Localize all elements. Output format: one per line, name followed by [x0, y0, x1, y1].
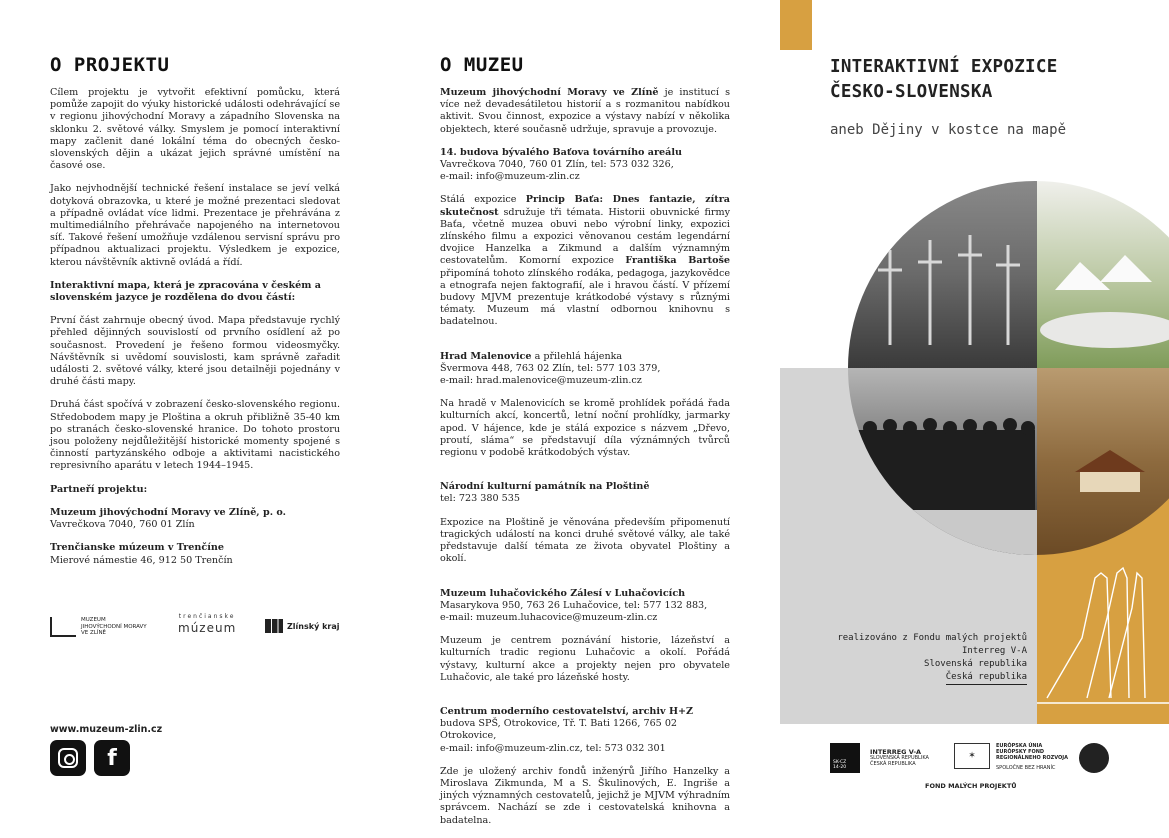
fmp-label: FOND MALÝCH PROJEKTŮ [925, 782, 1017, 790]
email: e-mail: hrad.malenovice@muzeum-zlin.cz [440, 375, 642, 387]
logo-line: EURÓPSKA ÚNIA [996, 743, 1043, 749]
paragraph: Na hradě v Malenovicích se kromě prohlídek pořádá řada kulturních akcí, koncertů, letní noční prohlídky, jarmarky apod. V hájence, kde je stálá expozice s názvem „Dřevo, proutí, sláma“ se představují díla význámných tvůrců regionu v podobě krátkodobých výstav. [440, 398, 730, 459]
partner-address: Mierové námestie 46, 912 50 Trenčín [50, 554, 233, 566]
zlinsky-kraj-icon [265, 619, 283, 633]
logo-line: JIHOVÝCHODNÍ MORAVY [81, 623, 147, 630]
subheading: Interaktivní mapa, která je zpracována v českém a slovenském jazyce je rozdělena do dvou částí: [50, 279, 321, 304]
partners-label: Partneří projektu: [50, 483, 148, 495]
partner-address: Vavrečkova 7040, 760 01 Zlín [50, 519, 195, 531]
paragraph: Expozice na Ploštině je věnována především připomenutí tragických událostí na konci druhé světové války, ale také představuje další témata ze života obyvatel Ploštiny a okolí. [440, 516, 730, 565]
address: Vavrečkova 7040, 760 01 Zlín, tel: 573 032 326, [440, 159, 674, 171]
logo-line: VE ZLÍNĚ [81, 630, 107, 637]
logo-line: EURÓPSKY FOND [996, 749, 1045, 755]
logo-line: trenčianske [178, 613, 236, 620]
partner-logos [50, 613, 350, 643]
paragraph: je institucí s více než devadesátiletou historií a s rozmanitou nabídkou aktivit. Svou činnost, expozice a výstavy nabízí v několika objektech, které současně udržuje, spravuje a provozuje. [440, 87, 730, 135]
logo-line: INTERREG V-A [870, 748, 922, 756]
paragraph: Jako nejvhodnější technické řešení instalace se jeví velká dotyková obrazovka, u které je možné prezentaci sledovat a případně ovládat více lidmi. Prezentace je přehrávána z multimediálního přehrávače napojeného na internetovou síť. Takové řešení umožňuje vzdálenou servisní správu pro případnou aktualizaci projektu. Výsledkem je expozice, kterou návštěvník aktivně ovládá a řídí. [50, 183, 340, 268]
fund-line: Interreg V-A [961, 646, 1027, 656]
phone: tel: 723 380 535 [440, 493, 520, 505]
email: e-mail: info@muzeum-zlin.cz, tel: 573 032 301 [440, 742, 666, 754]
cover-subtitle: aneb Dějiny v kostce na mapě [830, 122, 1067, 138]
social-icons [50, 740, 130, 776]
museum-text [440, 87, 730, 838]
fund-line: realizováno z Fondu malých projektů [837, 633, 1027, 643]
interreg-logo [830, 743, 929, 773]
fmp-seal-icon [1079, 743, 1109, 773]
instagram-icon[interactable] [50, 740, 86, 776]
facebook-icon[interactable]: f [94, 740, 130, 776]
eu-logo [954, 743, 1068, 771]
eu-stars-icon: ✶ [954, 743, 990, 769]
logo-line: 14-20 [833, 765, 847, 770]
photo-collage [780, 0, 1169, 730]
logo-line: REGIONÁLNEHO ROZVOJA [996, 755, 1068, 761]
address: Masarykova 950, 763 26 Luhačovice, tel: 577 132 883, [440, 599, 708, 611]
title-line: INTERAKTIVNÍ EXPOZICE [830, 57, 1058, 77]
text: Stálá expozice [440, 194, 526, 206]
logo-line: MUZEUM [81, 617, 106, 624]
paragraph: Muzeum je centrem poznávání historie, lázeňství a kulturních tradic regionu Luhačovic a okolí. Pořádá výstavy, kulturní akce a projekty nejen pro obyvatele Luhačovic, ale také pro lázeňské hosty. [440, 635, 730, 683]
section-title: Národní kulturní památník na Ploštině [440, 481, 650, 493]
paragraph: První část zahrnuje obecný úvod. Mapa představuje rychlý přehled dějinných souvislostí od prvního osídlení až po současnost. Provedení je řešeno formou videosmyčky. Návštěvník si uvědomí souvislosti, kam správně zařadit události 2. světové války, které jsou detailněji pojednány v druhé části mapy. [50, 315, 340, 388]
address: Švermova 448, 763 02 Zlín, tel: 577 103 379, [440, 362, 661, 374]
text: sdružuje tři témata. Historii obuvnické firmy Baťa, včetně muzea obuvi nebo výrobní linky, expozici zlínského filmu a expozici věnovanou cestám legendární dvojice Hanzelka a Zikmund a dalším významným cestovatelům. Komorní expozice [440, 206, 730, 267]
logo-line: múzeum [178, 621, 237, 635]
project-text [50, 87, 340, 567]
museum-name: Muzeum jihovýchodní Moravy ve Zlíně [440, 87, 659, 98]
mjvm-logo [50, 617, 147, 637]
logo-line: SK-CZ [833, 760, 847, 765]
interreg-mark-icon [830, 743, 860, 773]
email: e-mail: info@muzeum-zlin.cz [440, 171, 580, 183]
heading-o-muzeu: O MUZEU [440, 54, 524, 76]
fund-line: Česká republika [946, 671, 1027, 685]
section-title: Muzeum luhačovického Zálesí v Luhačovicích [440, 587, 686, 599]
partner-name: Trenčianske múzeum v Trenčíne [50, 542, 224, 554]
text: a přilehlá hájenka [531, 350, 623, 362]
website-link[interactable]: www.muzeum-zlin.cz [50, 724, 163, 735]
text: připomíná tohoto zlínského rodáka, pedagoga, jazykovědce a etnografa nejen faktografií, ale i hravou částí. V přízemí budovy MJVM prezentuje krátkodobé výstavy s různými tématy. Muzeum má vlastní odbornou knihovnu s badatelnou. [440, 267, 730, 328]
address: budova SPŠ, Otrokovice, Tř. T. Bati 1266, 765 02 Otrokovice, [440, 718, 678, 742]
fund-note [790, 632, 1027, 685]
zlinsky-kraj-logo [265, 619, 339, 633]
mjvm-mark-icon [50, 617, 76, 637]
paragraph: Cílem projektu je vytvořit efektivní pomůcku, která pomůže zapojit do výuky historické události odehrávající se v regionu jihovýchodní Moravy a západního Slovenska na sklonku 2. světové války. Smyslem je pomocí interaktivní mapy začlenit dané lokální téma do obecných česko-slovenských dějin a ukázat jejich správné umístění na časové ose. [50, 87, 340, 172]
partner-name: Muzeum jihovýchodní Moravy ve Zlíně, p. o. [50, 506, 286, 518]
fund-line: Slovenská republika [924, 659, 1027, 669]
paragraph: Druhá část spočívá v zobrazení česko-slovenského regionu. Středobodem mapy je Ploština a okruh přibližně 35-40 km po stranách česko-slovenské hranice. Do tohoto prostoru jsou položeny nejdůležitější historické momenty spojené s činností partyzánského odboje a aktivitami nacistického represivního aparátu v letech 1944–1945. [50, 399, 340, 472]
paragraph: Zde je uložený archiv fondů inženýrů Jiřího Hanzelky a Miroslava Zikmunda, M a S. Škulinových, E. Ingriše a jiných významných cestovatelů, jejichž je MJVM výhradním správcem. Nachází se zde i cestovatelská knihovna a badatelna. [440, 765, 730, 826]
email: e-mail: muzeum.luhacovice@muzeum-zlin.cz [440, 611, 658, 623]
funding-logos [830, 743, 1150, 777]
logo-line: SPOLOČNE BEZ HRANÍC [996, 765, 1056, 771]
title-line: ČESKO-SLOVENSKA [830, 82, 993, 102]
section-title: 14. budova bývalého Baťova továrního areálu [440, 146, 682, 158]
section-title: Hrad Malenovice [440, 350, 532, 362]
logo-line: Zlínský kraj [287, 621, 340, 631]
text: Princip Baťa: Dnes fantazie, zítra skutečnost [440, 194, 730, 218]
text: Františka Bartoše [625, 255, 730, 267]
section-title: Centrum moderního cestovatelství, archiv H+Z [440, 705, 694, 717]
trencin-museum-logo [178, 613, 236, 635]
logo-line: ČESKÁ REPUBLIKA [870, 761, 916, 767]
heading-o-projektu: O PROJEKTU [50, 54, 170, 76]
logo-line: SLOVENSKÁ REPUBLIKA [870, 755, 929, 761]
